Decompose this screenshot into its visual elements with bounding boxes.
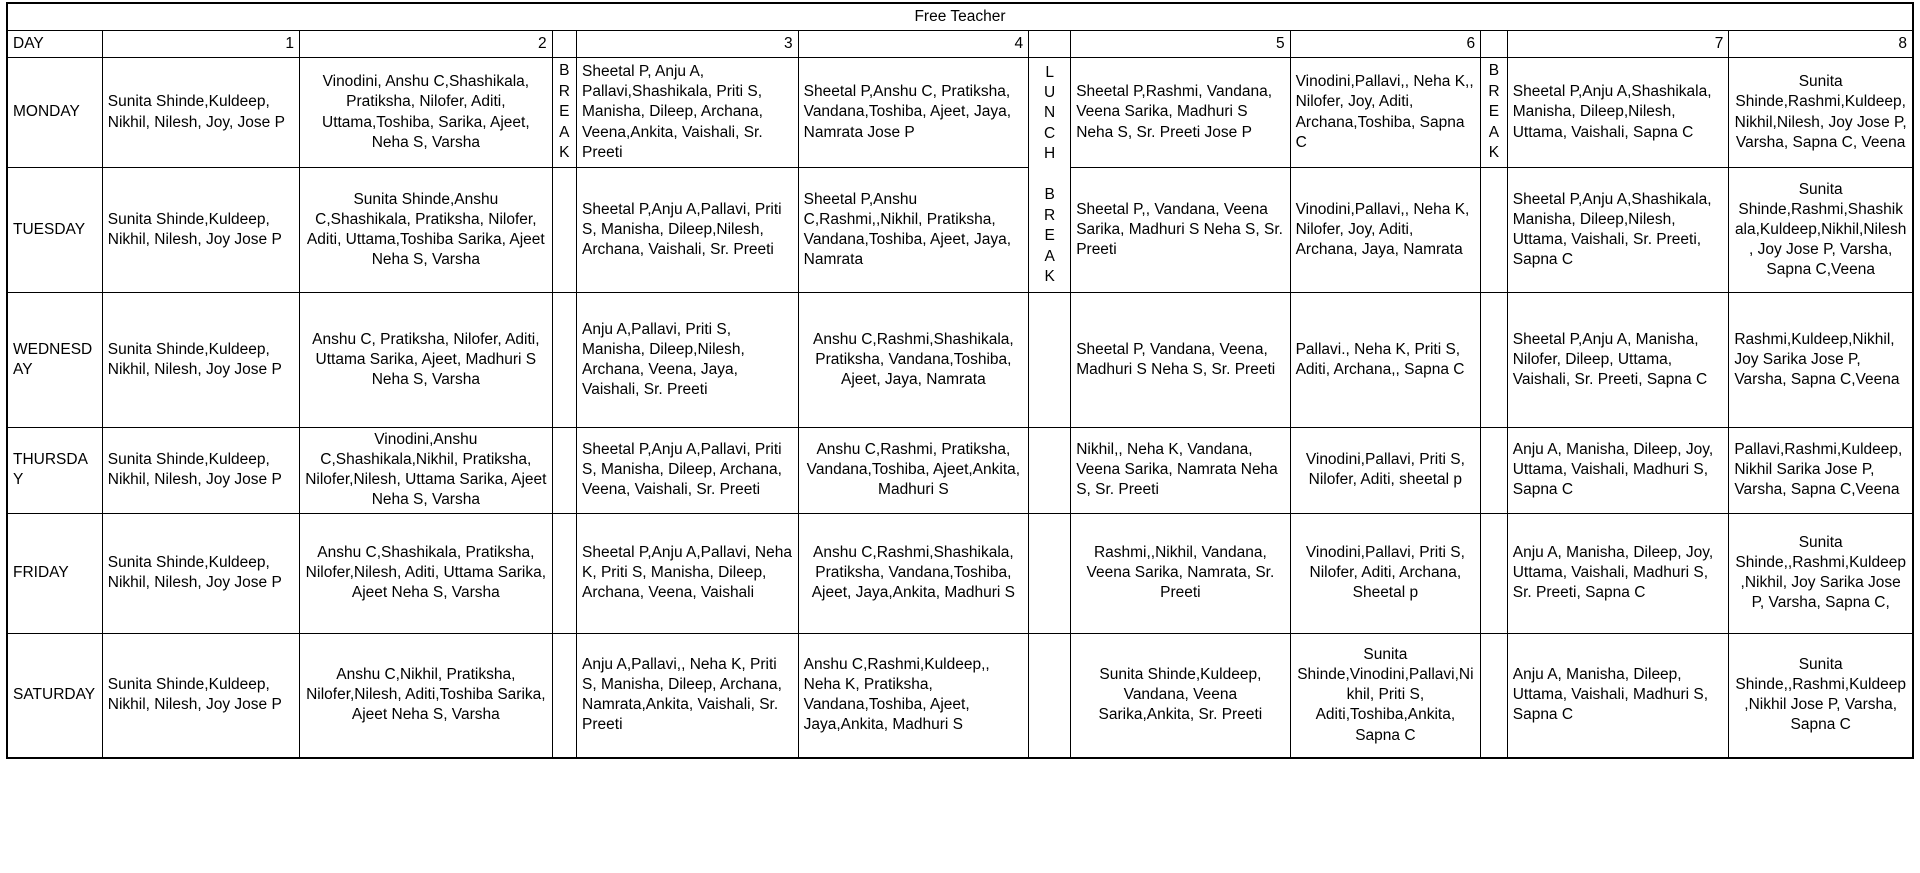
cell-saturday-p6: Sunita Shinde,Vinodini,Pallavi,Nikhil, Priti S, Aditi,Toshiba,Ankita, Sapna C bbox=[1290, 633, 1481, 758]
day-label-tuesday: TUESDAY bbox=[7, 168, 102, 293]
cell-friday-p3: Sheetal P,Anju A,Pallavi, Neha K, Priti S, Manisha, Dileep, Archana, Veena, Vaishali bbox=[577, 513, 799, 633]
break-2-spacer-friday bbox=[1481, 513, 1508, 633]
cell-monday-p2: Vinodini, Anshu C,Shashikala, Pratiksha, Nilofer, Aditi, Uttama,Toshiba, Sarika, Ajeet, Neha S, Varsha bbox=[300, 58, 553, 168]
header-period-5: 5 bbox=[1071, 31, 1290, 58]
lunch-break-spacer-thursday bbox=[1029, 428, 1071, 514]
cell-tuesday-p4: Sheetal P,Anshu C,Rashmi,,Nikhil, Pratiksha, Vandana,Toshiba, Ajeet, Jaya, Namrata bbox=[798, 168, 1028, 293]
cell-thursday-p5: Nikhil,, Neha K, Vandana, Veena Sarika, Namrata Neha S, Sr. Preeti bbox=[1071, 428, 1290, 514]
cell-friday-p8: Sunita Shinde,,Rashmi,Kuldeep,Nikhil, Joy Sarika Jose P, Varsha, Sapna C, bbox=[1729, 513, 1913, 633]
break-letter: A bbox=[1044, 247, 1055, 265]
title-row bbox=[7, 3, 1913, 31]
break-1-spacer-friday bbox=[552, 513, 576, 633]
break-letter: R bbox=[558, 82, 570, 100]
header-period-2: 2 bbox=[300, 31, 553, 58]
free-teacher-timetable bbox=[6, 2, 1914, 759]
day-label-wednesday: WEDNESDAY bbox=[7, 293, 102, 428]
cell-wednesday-p2: Anshu C, Pratiksha, Nilofer, Aditi, Uttama Sarika, Ajeet, Madhuri S Neha S, Varsha bbox=[300, 293, 553, 428]
cell-friday-p5: Rashmi,,Nikhil, Vandana, Veena Sarika, Namrata, Sr. Preeti bbox=[1071, 513, 1290, 633]
cell-monday-p1: Sunita Shinde,Kuldeep, Nikhil, Nilesh, Joy, Jose P bbox=[102, 58, 299, 168]
break-letter: C bbox=[1044, 124, 1056, 142]
day-label-monday: MONDAY bbox=[7, 58, 102, 168]
break-2-spacer-wednesday bbox=[1481, 293, 1508, 428]
cell-wednesday-p6: Pallavi., Neha K, Priti S, Aditi, Archana,, Sapna C bbox=[1290, 293, 1481, 428]
cell-thursday-p8: Pallavi,Rashmi,Kuldeep,Nikhil Sarika Jose P, Varsha, Sapna C,Veena bbox=[1729, 428, 1913, 514]
cell-monday-p6: Vinodini,Pallavi,, Neha K,, Nilofer, Joy, Aditi, Archana,Toshiba, Sapna C bbox=[1290, 58, 1481, 168]
break-letter: H bbox=[1044, 145, 1056, 163]
cell-thursday-p6: Vinodini,Pallavi, Priti S, Nilofer, Aditi, sheetal p bbox=[1290, 428, 1481, 514]
table-row bbox=[7, 293, 1913, 428]
break-1-letters bbox=[558, 61, 571, 163]
break-letter: K bbox=[559, 144, 570, 162]
table-row bbox=[7, 168, 1913, 293]
break-1-spacer-thursday bbox=[552, 428, 576, 514]
break-2-spacer-saturday bbox=[1481, 633, 1508, 758]
header-lunch-spacer bbox=[1029, 31, 1071, 58]
header-period-4: 4 bbox=[798, 31, 1028, 58]
page-title: Free Teacher bbox=[7, 3, 1913, 31]
break-letter: A bbox=[1488, 123, 1500, 141]
break-letter: K bbox=[1044, 268, 1055, 286]
break-letter: A bbox=[559, 123, 570, 141]
cell-saturday-p3: Anju A,Pallavi,, Neha K, Priti S, Manisha, Dileep, Archana, Namrata,Ankita, Vaishali, Sr. Preeti bbox=[577, 633, 799, 758]
lunch-break-spacer-friday bbox=[1029, 513, 1071, 633]
break-2-spacer-thursday bbox=[1481, 428, 1508, 514]
cell-saturday-p5: Sunita Shinde,Kuldeep, Vandana, Veena Sarika,Ankita, Sr. Preeti bbox=[1071, 633, 1290, 758]
cell-monday-p5: Sheetal P,Rashmi, Vandana, Veena Sarika, Madhuri S Neha S, Sr. Preeti Jose P bbox=[1071, 58, 1290, 168]
header-period-7: 7 bbox=[1507, 31, 1729, 58]
cell-friday-p4: Anshu C,Rashmi,Shashikala, Pratiksha, Vandana,Toshiba, Ajeet, Jaya,Ankita, Madhuri S bbox=[798, 513, 1028, 633]
cell-wednesday-p5: Sheetal P, Vandana, Veena, Madhuri S Neha S, Sr. Preeti bbox=[1071, 293, 1290, 428]
cell-tuesday-p8: Sunita Shinde,Rashmi,Shashikala,Kuldeep,Nikhil,Nilesh, Joy Jose P, Varsha, Sapna C,Veena bbox=[1729, 168, 1913, 293]
break-letter: R bbox=[1044, 206, 1056, 224]
break-letter: E bbox=[559, 103, 570, 121]
break-letter: L bbox=[1045, 63, 1054, 81]
cell-tuesday-p2: Sunita Shinde,Anshu C,Shashikala, Pratiksha, Nilofer, Aditi, Uttama,Toshiba Sarika, Ajeet Neha S, Varsha bbox=[300, 168, 553, 293]
cell-tuesday-p1: Sunita Shinde,Kuldeep, Nikhil, Nilesh, Joy Jose P bbox=[102, 168, 299, 293]
cell-thursday-p2: Vinodini,Anshu C,Shashikala,Nikhil, Pratiksha, Nilofer,Nilesh, Uttama Sarika, Ajeet Neha S, Varsha bbox=[300, 428, 553, 514]
break-letter: R bbox=[1488, 82, 1500, 100]
cell-saturday-p4: Anshu C,Rashmi,Kuldeep,, Neha K, Pratiksha, Vandana,Toshiba, Ajeet, Jaya,Ankita, Madhuri S bbox=[798, 633, 1028, 758]
break-1-spacer-wednesday bbox=[552, 293, 576, 428]
cell-thursday-p4: Anshu C,Rashmi, Pratiksha, Vandana,Toshiba, Ajeet,Ankita, Madhuri S bbox=[798, 428, 1028, 514]
lunch-break-column bbox=[1029, 58, 1071, 293]
cell-thursday-p1: Sunita Shinde,Kuldeep, Nikhil, Nilesh, Joy Jose P bbox=[102, 428, 299, 514]
header-period-3: 3 bbox=[577, 31, 799, 58]
break-letter: K bbox=[1488, 144, 1500, 162]
break-1-spacer-saturday bbox=[552, 633, 576, 758]
cell-friday-p6: Vinodini,Pallavi, Priti S, Nilofer, Aditi, Archana, Sheetal p bbox=[1290, 513, 1481, 633]
header-row bbox=[7, 31, 1913, 58]
lunch-break-spacer-saturday bbox=[1029, 633, 1071, 758]
break-column-1 bbox=[552, 58, 576, 168]
cell-wednesday-p7: Sheetal P,Anju A, Manisha, Nilofer, Dileep, Uttama, Vaishali, Sr. Preeti, Sapna C bbox=[1507, 293, 1729, 428]
cell-monday-p4: Sheetal P,Anshu C, Pratiksha, Vandana,Toshiba, Ajeet, Jaya, Namrata Jose P bbox=[798, 58, 1028, 168]
break-2-letters bbox=[1486, 61, 1502, 163]
break-1-spacer-tuesday bbox=[552, 168, 576, 293]
break-letter: B bbox=[559, 62, 570, 80]
cell-saturday-p8: Sunita Shinde,,Rashmi,Kuldeep,Nikhil Jose P, Varsha, Sapna C bbox=[1729, 633, 1913, 758]
break-letter: U bbox=[1044, 83, 1056, 101]
day-label-friday: FRIDAY bbox=[7, 513, 102, 633]
cell-wednesday-p8: Rashmi,Kuldeep,Nikhil, Joy Sarika Jose P, Varsha, Sapna C,Veena bbox=[1729, 293, 1913, 428]
cell-friday-p7: Anju A, Manisha, Dileep, Joy, Uttama, Vaishali, Madhuri S, Sr. Preeti, Sapna C bbox=[1507, 513, 1729, 633]
header-period-1: 1 bbox=[102, 31, 299, 58]
cell-tuesday-p7: Sheetal P,Anju A,Shashikala, Manisha, Dileep,Nilesh, Uttama, Vaishali, Sr. Preeti, Sapna C bbox=[1507, 168, 1729, 293]
header-break-1-spacer bbox=[552, 31, 576, 58]
cell-tuesday-p5: Sheetal P,, Vandana, Veena Sarika, Madhuri S Neha S, Sr. Preeti bbox=[1071, 168, 1290, 293]
cell-friday-p2: Anshu C,Shashikala, Pratiksha, Nilofer,Nilesh, Aditi, Uttama Sarika, Ajeet Neha S, Varsha bbox=[300, 513, 553, 633]
cell-monday-p3: Sheetal P, Anju A, Pallavi,Shashikala, Priti S, Manisha, Dileep, Archana, Veena,Ankita, Vaishali, Sr. Preeti bbox=[577, 58, 799, 168]
cell-tuesday-p6: Vinodini,Pallavi,, Neha K, Nilofer, Joy, Aditi, Archana, Jaya, Namrata bbox=[1290, 168, 1481, 293]
cell-thursday-p7: Anju A, Manisha, Dileep, Joy, Uttama, Vaishali, Madhuri S, Sapna C bbox=[1507, 428, 1729, 514]
cell-saturday-p7: Anju A, Manisha, Dileep, Uttama, Vaishali, Madhuri S, Sapna C bbox=[1507, 633, 1729, 758]
day-label-thursday: THURSDAY bbox=[7, 428, 102, 514]
cell-thursday-p3: Sheetal P,Anju A,Pallavi, Priti S, Manisha, Dileep, Archana, Veena, Vaishali, Sr. Preeti bbox=[577, 428, 799, 514]
cell-tuesday-p3: Sheetal P,Anju A,Pallavi, Priti S, Manisha, Dileep,Nilesh, Archana, Vaishali, Sr. Preeti bbox=[577, 168, 799, 293]
break-letter: B bbox=[1488, 62, 1500, 80]
header-period-6: 6 bbox=[1290, 31, 1481, 58]
break-letter: B bbox=[1044, 186, 1055, 204]
table-row bbox=[7, 58, 1913, 168]
table-row bbox=[7, 633, 1913, 758]
break-2-spacer-tuesday bbox=[1481, 168, 1508, 293]
header-day-label: DAY bbox=[7, 31, 102, 58]
lunch-break-letters bbox=[1034, 63, 1065, 288]
cell-wednesday-p3: Anju A,Pallavi, Priti S, Manisha, Dileep,Nilesh, Archana, Veena, Jaya, Vaishali, Sr. Preeti bbox=[577, 293, 799, 428]
day-label-saturday: SATURDAY bbox=[7, 633, 102, 758]
cell-wednesday-p1: Sunita Shinde,Kuldeep, Nikhil, Nilesh, Joy Jose P bbox=[102, 293, 299, 428]
lunch-break-spacer-wednesday bbox=[1029, 293, 1071, 428]
break-letter: E bbox=[1488, 103, 1500, 121]
cell-friday-p1: Sunita Shinde,Kuldeep, Nikhil, Nilesh, Joy Jose P bbox=[102, 513, 299, 633]
header-period-8: 8 bbox=[1729, 31, 1913, 58]
cell-monday-p7: Sheetal P,Anju A,Shashikala, Manisha, Dileep,Nilesh, Uttama, Vaishali, Sapna C bbox=[1507, 58, 1729, 168]
cell-saturday-p1: Sunita Shinde,Kuldeep, Nikhil, Nilesh, Joy Jose P bbox=[102, 633, 299, 758]
break-letter: N bbox=[1044, 104, 1056, 122]
break-column-2 bbox=[1481, 58, 1508, 168]
header-break-2-spacer bbox=[1481, 31, 1508, 58]
table-row bbox=[7, 513, 1913, 633]
cell-wednesday-p4: Anshu C,Rashmi,Shashikala, Pratiksha, Vandana,Toshiba, Ajeet, Jaya, Namrata bbox=[798, 293, 1028, 428]
table-row bbox=[7, 428, 1913, 514]
cell-monday-p8: Sunita Shinde,Rashmi,Kuldeep,Nikhil,Nilesh, Joy Jose P, Varsha, Sapna C, Veena bbox=[1729, 58, 1913, 168]
cell-saturday-p2: Anshu C,Nikhil, Pratiksha, Nilofer,Nilesh, Aditi,Toshiba Sarika, Ajeet Neha S, Varsha bbox=[300, 633, 553, 758]
break-letter: E bbox=[1044, 227, 1055, 245]
